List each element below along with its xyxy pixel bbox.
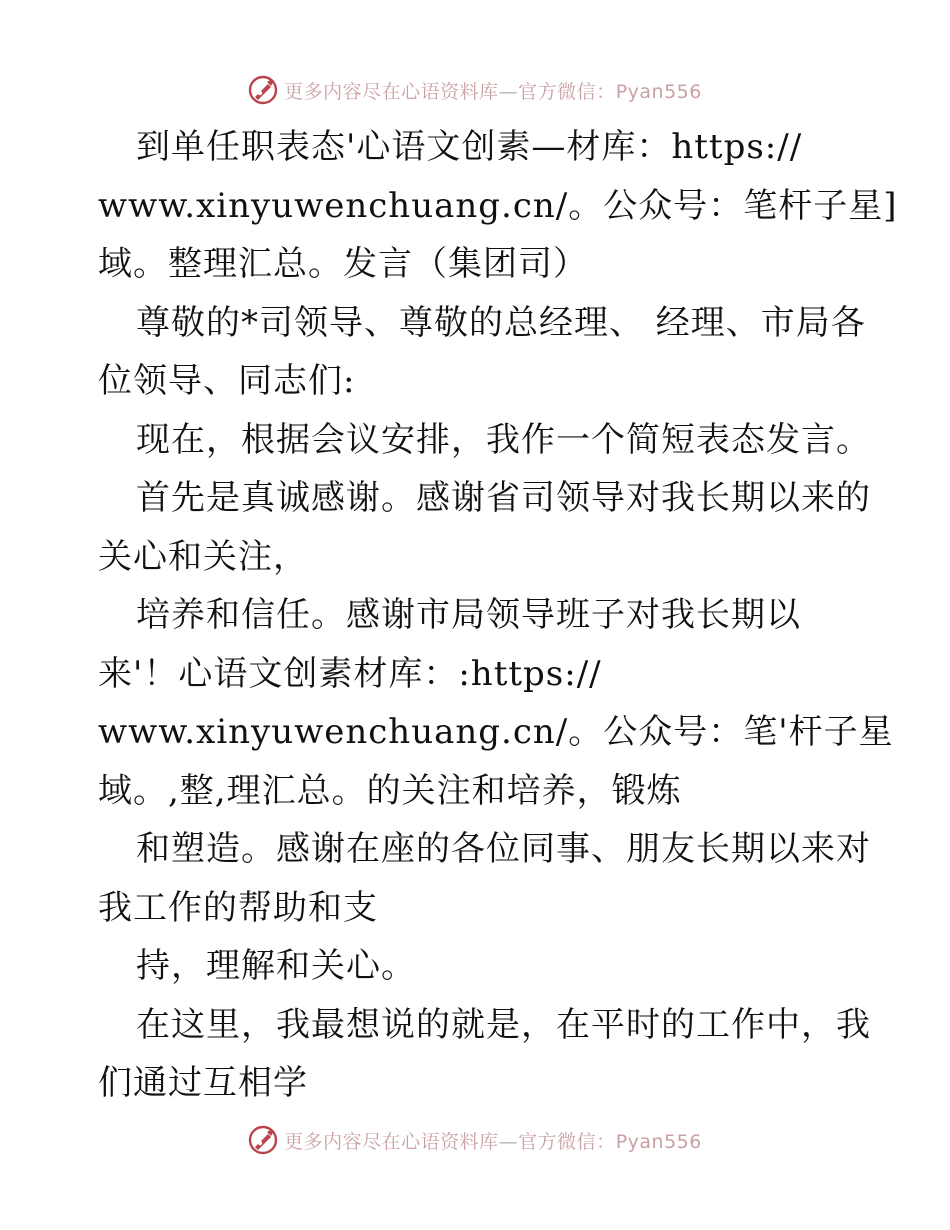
document-line: 尊敬的*司领导、尊敬的总经理、 经理、市局各 [136,302,866,343]
quill-pen-seal-icon [248,75,278,105]
watermark-wechat-id: Pyan556 [615,80,702,103]
document-line: www.xinyuwenchuang.cn/。公众号：笔'杆子星 [98,712,894,752]
document-line: 到单任职表态'心语文创素—材库：https:// [136,127,803,167]
quill-pen-seal-icon [248,1125,278,1155]
document-body [98,118,898,1113]
header-watermark [0,72,950,108]
watermark-text [284,77,702,104]
document-line: 域。,整,理汇总。的关注和培养，锻炼 [98,770,682,811]
watermark-main-text: 更多内容尽在心语资料库 [284,1130,499,1153]
document-line: 域。整理汇总。发言（集团司） [98,244,588,284]
document-line: 位领导、同志们: [98,361,356,401]
document-line: 培养和信任。感谢市局领导班子对我长期以 [136,595,801,635]
document-line: 来'！心语文创素材库：:https:// [98,653,602,694]
watermark-wechat-label: 官方微信： [518,1130,616,1153]
document-line: 们通过互相学 [98,1063,308,1103]
watermark-text [284,1127,702,1154]
footer-watermark [0,1122,950,1158]
document-line: 现在，根据会议安排，我作一个简短表态发言。 [136,419,871,460]
watermark-wechat-label: 官方微信： [518,80,616,103]
watermark-separator: — [498,1130,519,1153]
watermark-main-text: 更多内容尽在心语资料库 [284,80,499,103]
document-line: 我工作的帮助和支 [98,887,378,928]
document-line: 首先是真诚感谢。感谢省司领导对我长期以来的 [136,478,871,518]
document-line: www.xinyuwenchuang.cn/。公众号：笔杆子星] [98,185,898,226]
document-line: 关心和关注， [98,536,308,577]
watermark-wechat-id: Pyan556 [615,1130,702,1153]
watermark-separator: — [498,80,519,103]
document-line: 持，理解和关心。 [136,946,416,986]
document-line: 在这里，我最想说的就是，在平时的工作中，我 [136,1004,871,1045]
document-line: 和塑造。感谢在座的各位同事、朋友长期以来对 [136,829,871,869]
